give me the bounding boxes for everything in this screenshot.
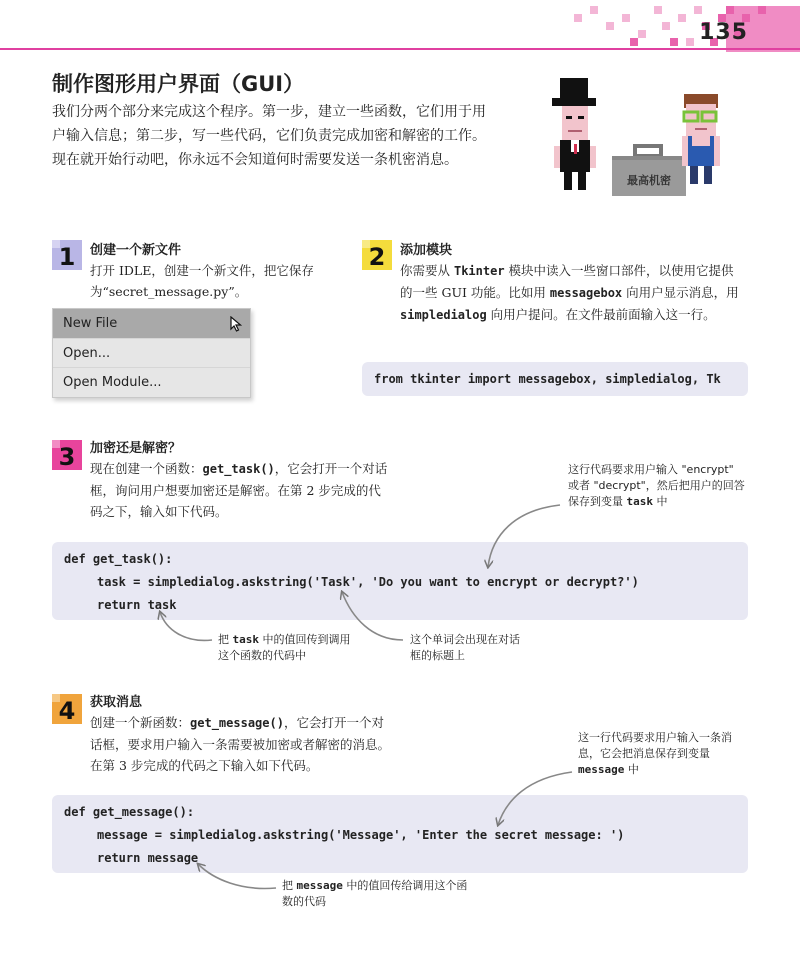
code-line: return task (97, 598, 177, 612)
step-3-title: 加密还是解密？ (90, 441, 182, 456)
code-line: def get_message(): (64, 805, 195, 819)
svg-text:1: 1 (58, 243, 76, 270)
code-line: def get_task(): (64, 552, 173, 566)
menu-item-label: New File (63, 316, 118, 331)
arrow-to-task-title (342, 592, 403, 640)
code-line: return message (97, 851, 199, 865)
arrow-to-askstring-line (488, 505, 560, 567)
svg-text:4: 4 (58, 697, 76, 724)
step-3-annotation-top: 这行代码要求用户输入 "encrypt" 或者 "decrypt"，然后把用户的回答保存到变量 task 中 (568, 463, 745, 508)
svg-text:2: 2 (368, 243, 386, 270)
step-4-title: 获取消息 (90, 695, 143, 710)
arrow-to-return-message (198, 864, 276, 888)
step-1-text: 打开 IDLE，创建一个新文件，把它保存为“secret_message.py”。 (90, 263, 314, 299)
section-title: 制作图形用户界面（GUI） (52, 72, 305, 96)
menu-item-open-module[interactable]: Open Module... (63, 375, 162, 390)
step-3-annotation-right: 这个单词会出现在对话框的标题上 (410, 633, 520, 662)
intro-paragraph: 我们分两个部分来完成这个程序。第一步，建立一些函数，它们用于用户输入信息；第二步，写一些代码，它们负责完成加密和解密的工作。现在就开始行动吧，你永远不会知道何时需要发送一条机密消息。 (52, 104, 486, 168)
step-4-annotation-top: 这一行代码要求用户输入一条消息，它会把消息保存到变量 message 中 (578, 731, 732, 776)
step-1-title: 创建一个新文件 (90, 243, 182, 258)
step-4-annotation-bottom: 把 message 中的值回传给调用这个函数的代码 (282, 879, 468, 908)
step-2-title: 添加模块 (400, 243, 453, 258)
arrow-to-return-task (160, 612, 212, 640)
step-4-text: 创建一个新函数：get_message()，它会打开一个对话框，要求用户输入一条需要被加密或者解密的消息。在第 3 步完成的代码之下输入如下代码。 (90, 715, 391, 773)
code-line: message = simpledialog.askstring('Message', 'Enter the secret message: ') (97, 828, 625, 842)
menu-item-open[interactable]: Open... (53, 339, 250, 369)
step-3-text: 现在创建一个函数：get_task()，它会打开一个对话框，询问用户想要加密还是解密。在第 2 步完成的代码之下，输入如下代码。 (90, 461, 388, 519)
briefcase-label: 最高机密 (627, 174, 671, 187)
page-number: 135 (699, 20, 748, 45)
step-3-annotation-left: 把 task 中的值回传到调用这个函数的代码中 (218, 633, 351, 662)
svg-text:3: 3 (58, 443, 76, 470)
step-2-text: 你需要从 Tkinter 模块中读入一些窗口部件，以使用它提供的一些 GUI 功能。比如用 messagebox 向用户显示消息，用 simpledialog 向用户提问。在文件最前面输入这一行。 (400, 263, 739, 322)
arrow-to-message-askstring (498, 772, 572, 825)
code-line: from tkinter import messagebox, simpledialog, Tk (374, 372, 721, 386)
code-line: task = simpledialog.askstring('Task', 'Do you want to encrypt or decrypt?') (97, 575, 639, 589)
